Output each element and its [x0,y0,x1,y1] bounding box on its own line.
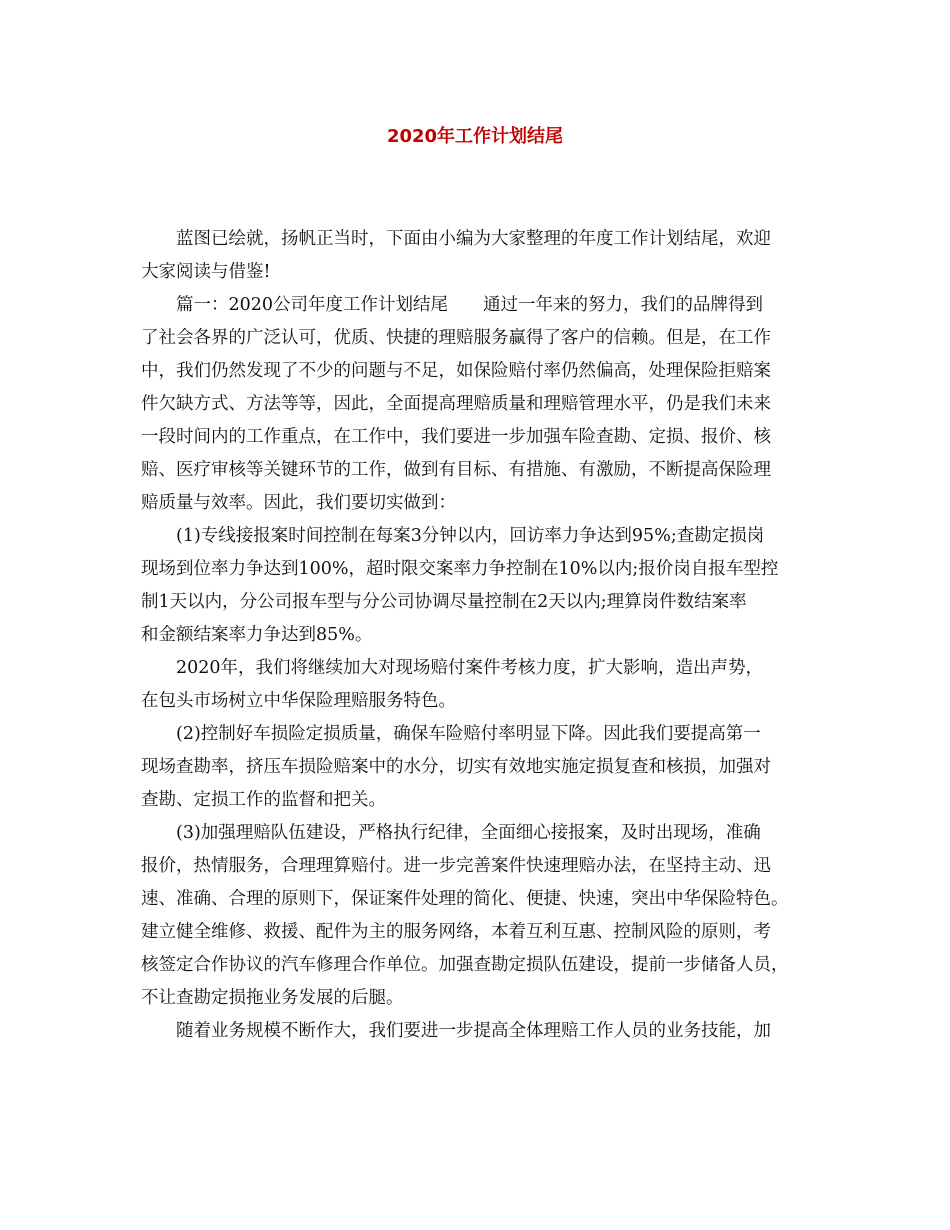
text-line: 一段时间内的工作重点，在工作中，我们要进一步加强车险查勘、定损、报价、核 [141,427,771,447]
text-line: 现场到位率力争达到100%，超时限交案率力争控制在10%以内;报价岗自报车型控 [141,559,779,579]
text-line: 速、准确、合理的原则下，保证案件处理的简化、便捷、快速，突出中华保险特色。 [141,889,789,909]
text-line: (1)专线接报案时间控制在每案3分钟以内，回访率力争达到95%;查勘定损岗 [176,526,765,546]
text-line: (3)加强理赔队伍建设，严格执行纪律，全面细心接报案，及时出现场，准确 [176,823,761,843]
document-title: 2020年工作计划结尾 [386,126,564,147]
text-line: 查勘、定损工作的监督和把关。 [141,790,386,810]
text-line: 核签定合作协议的汽车修理合作单位。加强查勘定损队伍建设，提前一步储备人员， [141,955,789,975]
text-line: 2020年，我们将继续加大对现场赔付案件考核力度，扩大影响，造出声势， [176,658,764,678]
text-line: 制1天以内，分公司报车型与分公司协调尽量控制在2天以内;理算岗件数结案率 [141,592,747,612]
text-line: 了社会各界的广泛认可，优质、快捷的理赔服务赢得了客户的信赖。但是，在工作 [141,328,771,348]
text-line: 报价，热情服务，合理理算赔付。进一步完善案件快速理赔办法，在坚持主动、迅 [141,856,771,876]
text-line: 现场查勘率，挤压车损险赔案中的水分，切实有效地实施定损复查和核损，加强对 [141,757,771,777]
text-line: 建立健全维修、救援、配件为主的服务网络，本着互利互惠、控制风险的原则，考 [141,922,771,942]
text-line: 蓝图已绘就，扬帆正当时，下面由小编为大家整理的年度工作计划结尾，欢迎 [176,229,771,249]
text-line: 赔质量与效率。因此，我们要切实做到： [141,493,456,513]
text-line: 随着业务规模不断作大，我们要进一步提高全体理赔工作人员的业务技能，加 [176,1021,771,1041]
text-line: 中，我们仍然发现了不少的问题与不足，如保险赔付率仍然偏高，处理保险拒赔案 [141,361,771,381]
text-line: 大家阅读与借鉴! [141,262,271,282]
text-line: 件欠缺方式、方法等等，因此，全面提高理赔质量和理赔管理水平，仍是我们未来 [141,394,771,414]
text-line: 在包头市场树立中华保险理赔服务特色。 [141,691,456,711]
text-line: 和金额结案率力争达到85%。 [141,625,373,645]
text-line: 赔、医疗审核等关键环节的工作，做到有目标、有措施、有激励，不断提高保险理 [141,460,771,480]
text-line: 篇一：2020公司年度工作计划结尾 通过一年来的努力，我们的品牌得到 [176,295,764,315]
text-line: (2)控制好车损险定损质量，确保车险赔付率明显下降。因此我们要提高第一 [176,724,761,744]
text-line: 不让查勘定损拖业务发展的后腿。 [141,988,404,1008]
